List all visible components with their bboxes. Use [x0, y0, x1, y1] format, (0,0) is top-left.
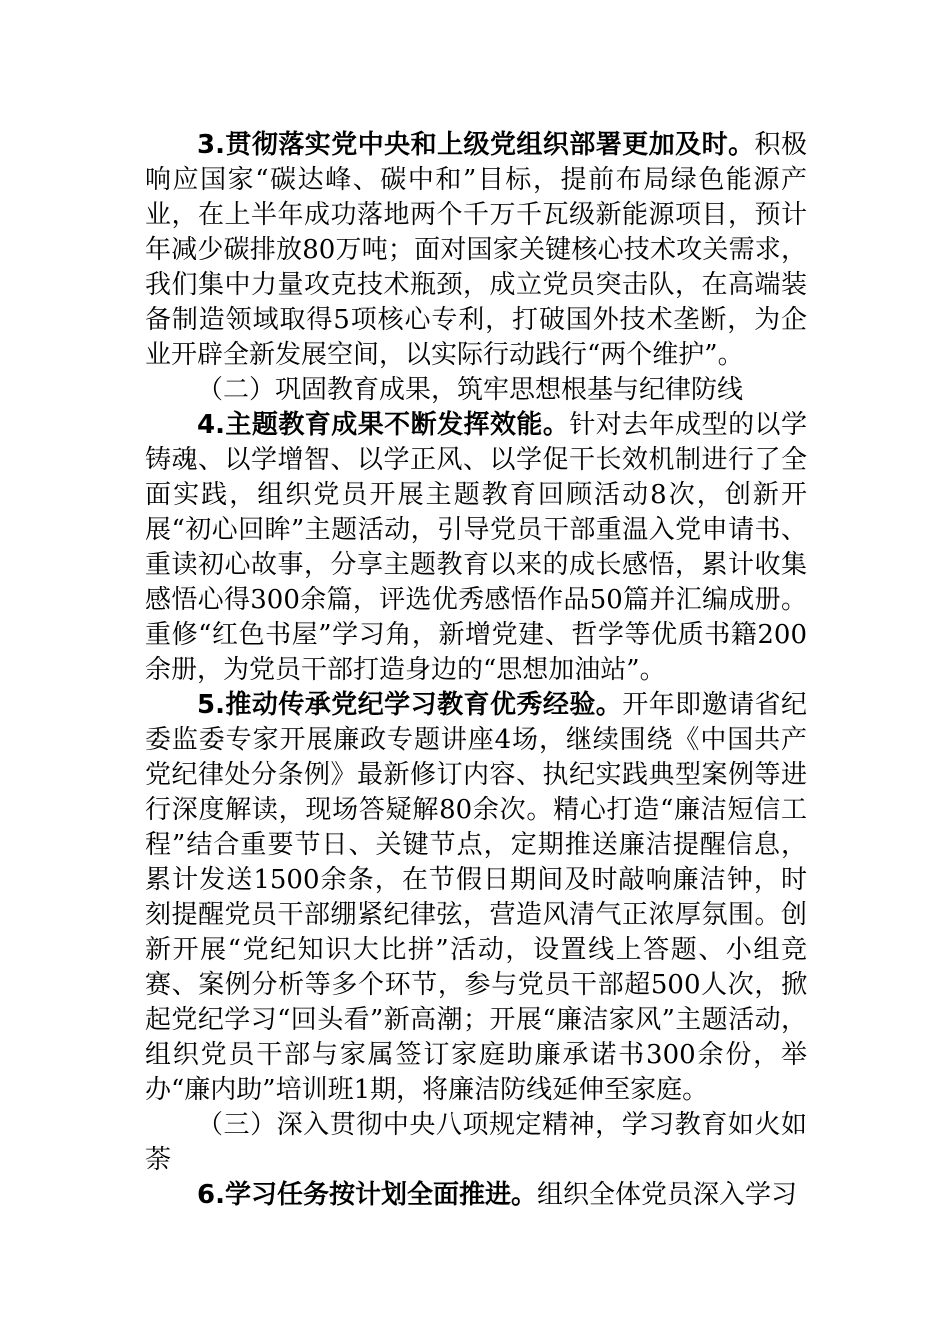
paragraph-body: 积极响应国家“碳达峰、碳中和”目标，提前布局绿色能源产业，在上半年成功落地两个千万千瓦级新能源项目，预计年减少碳排放80万吨；面对国家关键核心技术攻关需求，我们集中力量攻克技术瓶颈，成立党员突击队，在高端装备制造领域取得5项核心专利，打破国外技术垄断，为企业开辟全新发展空间，以实际行动践行“两个维护”。 — [145, 130, 807, 370]
paragraph-body: 组织全体党员深入学习 — [536, 1180, 797, 1210]
paragraph-4 — [145, 408, 807, 688]
paragraph-body: 开年即邀请省纪委监委专家开展廉政专题讲座4场，继续围绕《中国共产党纪律处分条例》最新修订内容、执纪实践典型案例等进行深度解读，现场答疑解80余次。精心打造“廉洁短信工程”结合重要节日、关键节点，定期推送廉洁提醒信息，累计发送1500余条，在节假日期间及时敲响廉洁钟，时刻提醒党员干部绷紧纪律弦，营造风清气正浓厚氛围。创新开展“党纪知识大比拼”活动，设置线上答题、小组竞赛、案例分析等多个环节，参与党员干部超500人次，掀起党纪学习“回头看”新高潮；开展“廉洁家风”主题活动，组织党员干部与家属签订家庭助廉承诺书300余份，举办“廉内助”培训班1期，将廉洁防线延伸至家庭。 — [145, 690, 807, 1105]
paragraph-5 — [145, 688, 807, 1108]
paragraph-6 — [145, 1178, 807, 1213]
section-heading-3: （三）深入贯彻中央八项规定精神，学习教育如火如荼 — [145, 1110, 807, 1175]
paragraph-lead: 4.主题教育成果不断发挥效能。 — [197, 410, 570, 440]
paragraph-lead: 6.学习任务按计划全面推进。 — [197, 1180, 537, 1210]
paragraph-3 — [145, 128, 807, 373]
document-page — [145, 128, 807, 1213]
paragraph-lead: 3.贯彻落实党中央和上级党组织部署更加及时。 — [197, 130, 755, 160]
paragraph-body: 针对去年成型的以学铸魂、以学增智、以学正风、以学促干长效机制进行了全面实践，组织党员开展主题教育回顾活动8次，创新开展“初心回眸”主题活动，引导党员干部重温入党申请书、重读初心故事，分享主题教育以来的成长感悟，累计收集感悟心得300余篇，评选优秀感悟作品50篇并汇编成册。重修“红色书屋”学习角，新增党建、哲学等优质书籍200余册，为党员干部打造身边的“思想加油站”。 — [145, 410, 807, 685]
section-heading-2: （二）巩固教育成果，筑牢思想根基与纪律防线 — [197, 375, 744, 405]
paragraph-lead: 5.推动传承党纪学习教育优秀经验。 — [197, 690, 623, 720]
